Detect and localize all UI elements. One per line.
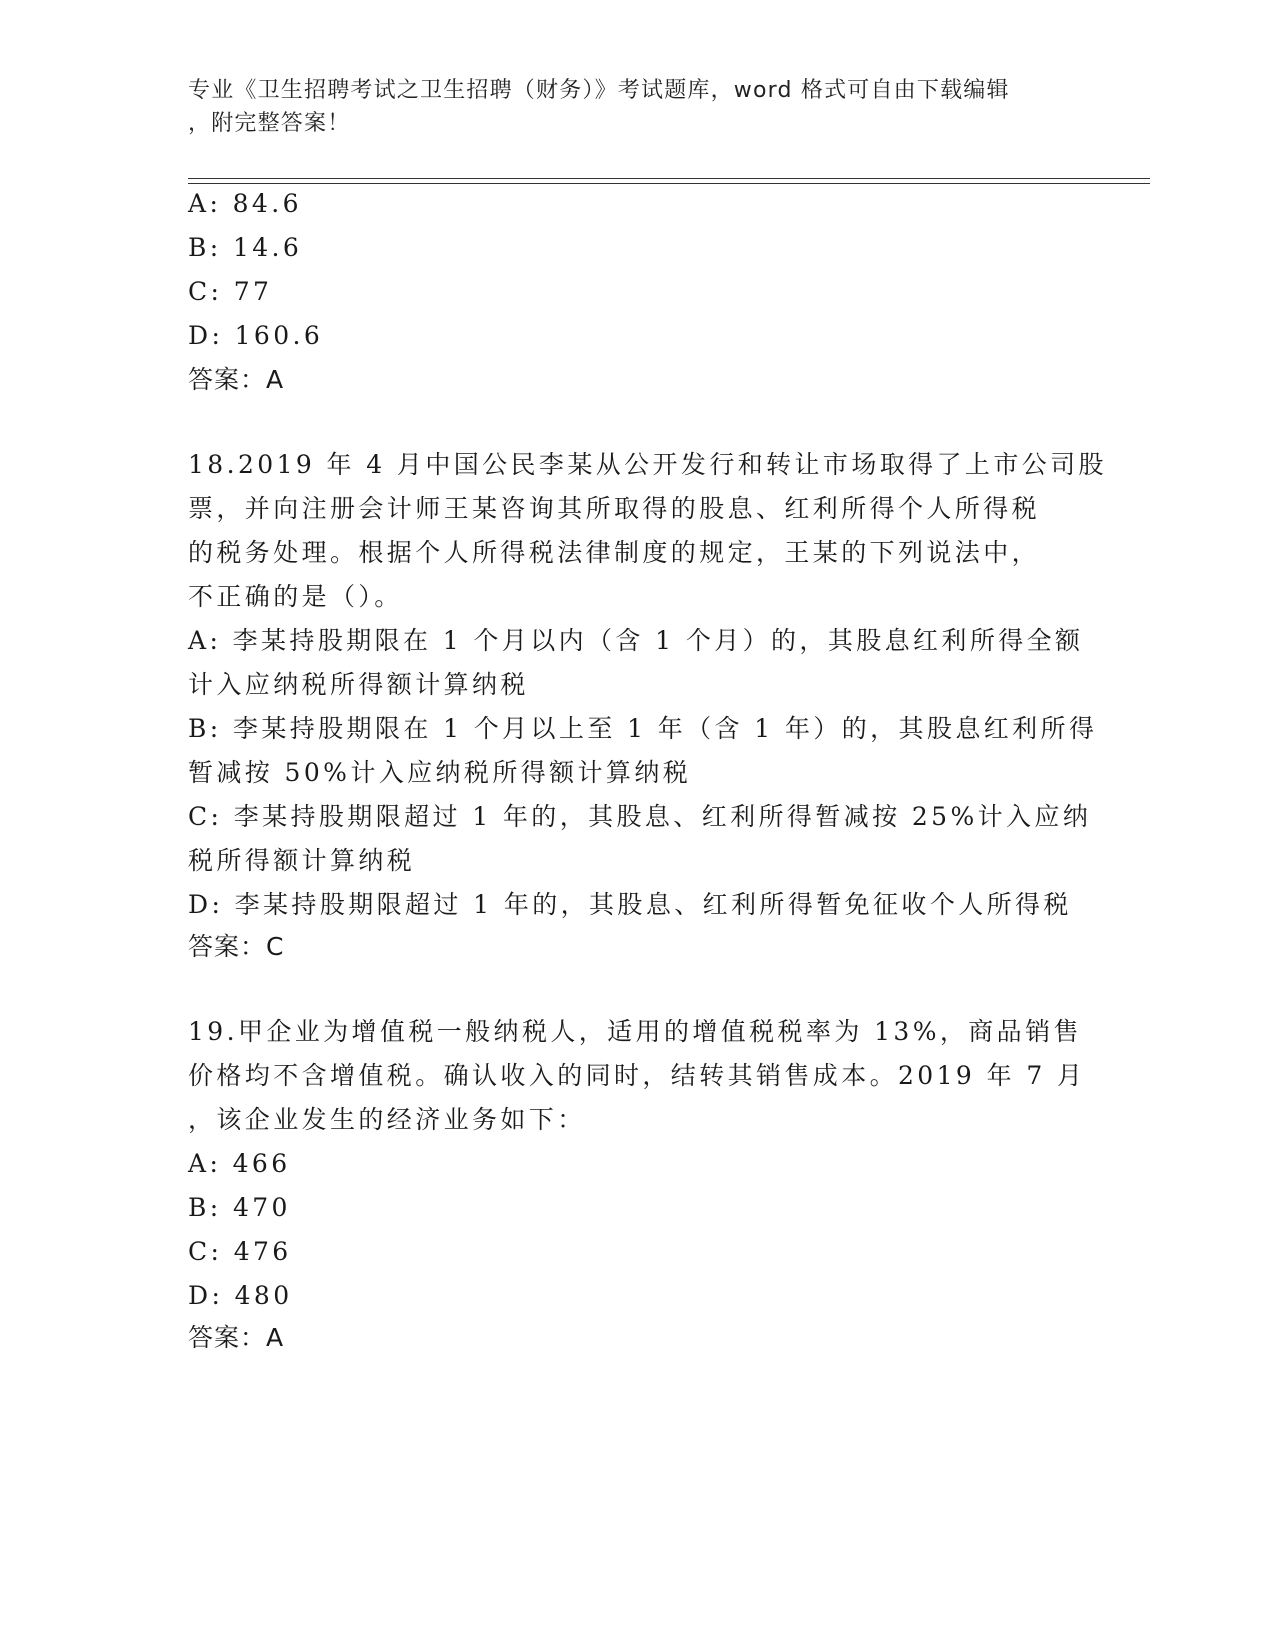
q19-option-c: C: 476: [188, 1237, 292, 1266]
q18-answer: 答案：C: [188, 932, 285, 961]
q18-option-d: D: 李某持股期限超过 1 年的，其股息、红利所得暂免征收个人所得税: [188, 890, 1072, 919]
q19-option-a: A: 466: [188, 1149, 291, 1178]
header-line-1: 专业《卫生招聘考试之卫生招聘（财务）》考试题库，word 格式可自由下载编辑: [188, 78, 1010, 103]
q19-stem-line-2: 价格均不含增值税。确认收入的同时，结转其销售成本。2019 年 7 月: [188, 1061, 1086, 1090]
header-divider-top: [188, 178, 1150, 179]
q18-option-a-cont: 计入应纳税所得额计算纳税: [188, 670, 529, 699]
q18-stem-line-4: 不正确的是（）。: [188, 582, 403, 611]
q19-answer: 答案：A: [188, 1323, 285, 1352]
q17-option-d: D: 160.6: [188, 321, 324, 350]
q18-stem-line-3: 的税务处理。根据个人所得税法律制度的规定，王某的下列说法中，: [188, 538, 1041, 567]
header-line-2: ，附完整答案！: [188, 111, 351, 136]
q18-option-c-cont: 税所得额计算纳税: [188, 846, 416, 875]
q17-option-a: A: 84.6: [188, 189, 302, 218]
q17-option-c: C: 77: [188, 277, 273, 306]
q19-stem-line-1: 19.甲企业为增值税一般纳税人，适用的增值税税率为 13%，商品销售: [188, 1017, 1082, 1046]
header-divider-bottom: [188, 183, 1150, 184]
q18-stem-line-2: 票，并向注册会计师王某咨询其所取得的股息、红利所得个人所得税: [188, 494, 1041, 523]
q18-option-b: B: 李某持股期限在 1 个月以上至 1 年（含 1 年）的，其股息红利所得: [188, 714, 1098, 743]
q17-answer: 答案：A: [188, 365, 285, 394]
q18-stem-line-1: 18.2019 年 4 月中国公民李某从公开发行和转让市场取得了上市公司股: [188, 450, 1107, 479]
document-header: [188, 74, 1068, 140]
q19-option-b: B: 470: [188, 1193, 291, 1222]
q19-option-d: D: 480: [188, 1281, 293, 1310]
q17-option-b: B: 14.6: [188, 233, 303, 262]
q19-stem-line-3: ，该企业发生的经济业务如下：: [188, 1105, 586, 1134]
q18-option-a: A: 李某持股期限在 1 个月以内（含 1 个月）的，其股息红利所得全额: [188, 626, 1084, 655]
q18-option-c: C: 李某持股期限超过 1 年的，其股息、红利所得暂减按 25%计入应纳: [188, 802, 1092, 831]
q18-option-b-cont: 暂减按 50%计入应纳税所得额计算纳税: [188, 758, 692, 787]
